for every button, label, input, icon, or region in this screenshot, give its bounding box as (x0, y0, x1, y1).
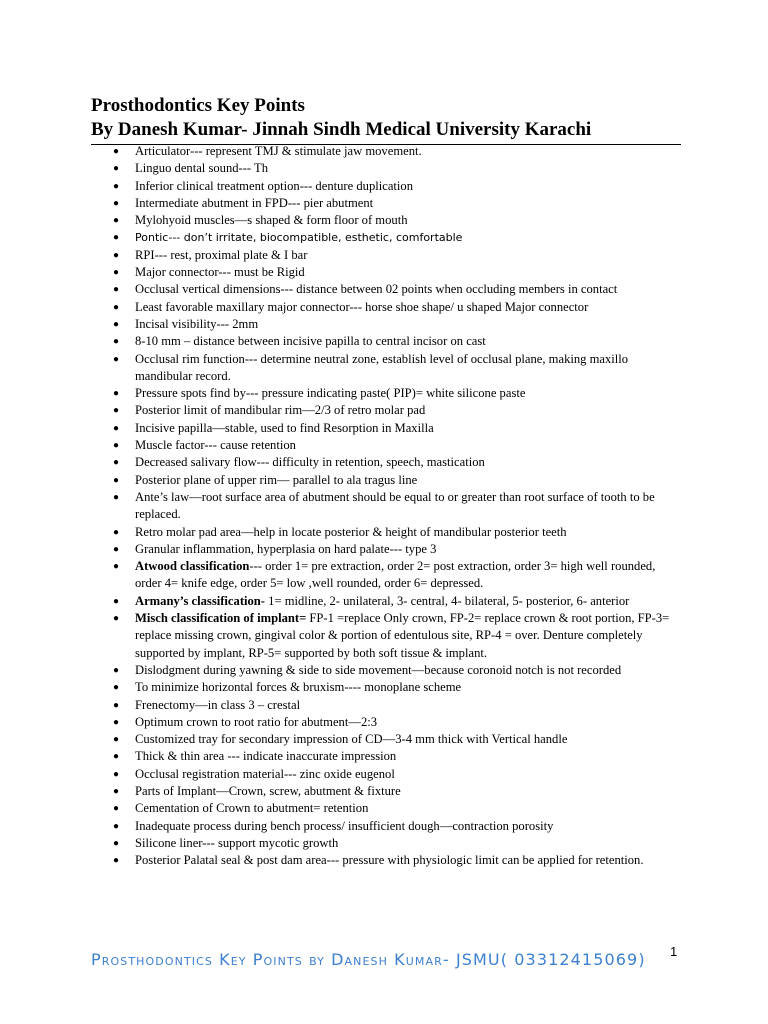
list-item (91, 766, 681, 783)
list-item-text: Least favorable maxillary major connector--- horse shoe shape/ u shaped Major connector (135, 299, 589, 314)
bullet-icon: ● (113, 388, 120, 400)
list-item (91, 783, 681, 800)
bullet-icon: ● (113, 751, 120, 763)
list-item-text: Occlusal rim function--- determine neutral zone, establish level of occlusal plane, making maxillo mandibular record. (135, 351, 629, 383)
list-item-text: --- order 1= pre extraction, order 2= post extraction, order 3= high well rounded, order 4= knife edge, order 5= low ,well rounded, order 6= depressed. (135, 559, 656, 591)
list-item (91, 143, 681, 160)
list-item (91, 489, 681, 524)
list-item (91, 800, 681, 817)
list-item-text: Dislodgment during yawning & side to side movement—because coronoid notch is not recorded (135, 662, 622, 677)
bullet-icon: ● (113, 163, 120, 175)
list-item-text: Cementation of Crown to abutment= retention (135, 801, 369, 816)
document-subtitle: By Danesh Kumar- Jinnah Sindh Medical University Karachi (91, 119, 592, 140)
list-item-lead: Atwood classification (135, 559, 250, 574)
list-item-content (135, 281, 681, 298)
list-item-content (135, 593, 681, 610)
list-item-content (135, 212, 681, 229)
list-item-content (135, 143, 681, 160)
list-item-text: Major connector--- must be Rigid (135, 265, 305, 280)
bullet-icon: ● (113, 197, 120, 209)
bullet-icon: ● (113, 682, 120, 694)
list-item (91, 333, 681, 350)
bullet-icon: ● (113, 284, 120, 296)
list-item-content (135, 385, 681, 402)
list-item (91, 472, 681, 489)
list-item-content (135, 351, 681, 386)
list-item-content (135, 178, 681, 195)
list-item-text: Pontic--- don’t irritate, biocompatible, esthetic, comfortable (135, 231, 463, 245)
list-item (91, 662, 681, 679)
bullet-icon: ● (113, 249, 120, 261)
document-header (91, 94, 681, 145)
list-item (91, 610, 681, 662)
list-item (91, 748, 681, 765)
bullet-icon: ● (113, 301, 120, 313)
bullet-icon: ● (113, 768, 120, 780)
list-item-text: To minimize horizontal forces & bruxism---- monoplane scheme (135, 680, 462, 695)
list-item-content (135, 333, 681, 350)
list-item-text: Muscle factor--- cause retention (135, 438, 296, 453)
bullet-icon: ● (113, 405, 120, 417)
list-item-content (135, 748, 681, 765)
list-item-content (135, 402, 681, 419)
list-item-content (135, 160, 681, 177)
bullet-icon: ● (113, 146, 120, 157)
list-item (91, 351, 681, 386)
list-item-text: Incisal visibility--- 2mm (135, 316, 259, 331)
bullet-icon: ● (113, 215, 120, 227)
bullet-icon: ● (113, 820, 120, 832)
bullet-icon: ● (113, 837, 120, 849)
list-item-text: RPI--- rest, proximal plate & I bar (135, 247, 308, 262)
list-item-text: Intermediate abutment in FPD--- pier abutment (135, 195, 374, 210)
list-item-text: Thick & thin area --- indicate inaccurate impression (135, 749, 397, 764)
bullet-icon: ● (113, 232, 120, 244)
list-item (91, 264, 681, 281)
list-item-text: Occlusal registration material--- zinc oxide eugenol (135, 766, 395, 781)
list-item (91, 212, 681, 229)
list-item-text: Pressure spots find by--- pressure indicating paste( PIP)= white silicone paste (135, 386, 526, 401)
bullet-icon: ● (113, 561, 120, 573)
bullet-icon: ● (113, 613, 120, 625)
list-item (91, 160, 681, 177)
list-item (91, 229, 681, 246)
page-number: 1 (670, 944, 678, 959)
list-item-text: Retro molar pad area—help in locate posterior & height of mandibular posterior teeth (135, 524, 567, 539)
list-item-content (135, 299, 681, 316)
list-item (91, 454, 681, 471)
list-item-content (135, 247, 681, 264)
list-item-content (135, 420, 681, 437)
list-item (91, 593, 681, 610)
list-item-content (135, 731, 681, 748)
list-item-content (135, 662, 681, 679)
list-item-text: Occlusal vertical dimensions--- distance between 02 points when occluding members in contact (135, 282, 618, 297)
bullet-icon: ● (113, 803, 120, 815)
list-item (91, 679, 681, 696)
list-item (91, 316, 681, 333)
bullet-icon: ● (113, 491, 120, 503)
list-item-content (135, 472, 681, 489)
list-item-content (135, 229, 681, 246)
list-item-text: 1= midline, 2- unilateral, 3- central, 4- bilateral, 5- posterior, 6- anterior (265, 593, 630, 608)
list-item-text: Parts of Implant—Crown, screw, abutment & fixture (135, 783, 401, 798)
list-item-text: Posterior Palatal seal & post dam area--- pressure with physiologic limit can be applied for retention. (135, 853, 644, 868)
list-item (91, 541, 681, 558)
list-item (91, 402, 681, 419)
list-item (91, 420, 681, 437)
list-item-content (135, 264, 681, 281)
bullet-icon: ● (113, 716, 120, 728)
list-item-content (135, 489, 681, 524)
list-item (91, 178, 681, 195)
list-item (91, 818, 681, 835)
bullet-icon: ● (113, 318, 120, 330)
list-item-text: Posterior plane of upper rim— parallel to ala tragus line (135, 472, 418, 487)
key-points-list (91, 143, 681, 869)
bullet-icon: ● (113, 785, 120, 797)
bullet-icon: ● (113, 855, 120, 867)
list-item-text: Decreased salivary flow--- difficulty in retention, speech, mastication (135, 455, 485, 470)
list-item-content (135, 437, 681, 454)
list-item (91, 835, 681, 852)
list-item (91, 281, 681, 298)
bullet-icon: ● (113, 699, 120, 711)
list-item-text: Linguo dental sound--- Th (135, 161, 269, 176)
bullet-icon: ● (113, 422, 120, 434)
list-item-content (135, 714, 681, 731)
list-item (91, 195, 681, 212)
bullet-icon: ● (113, 353, 120, 365)
list-item-content (135, 316, 681, 333)
list-item (91, 852, 681, 869)
list-item-text: 8-10 mm – distance between incisive papilla to central incisor on cast (135, 334, 486, 349)
bullet-icon: ● (113, 180, 120, 192)
list-item-text: Frenectomy—in class 3 – crestal (135, 697, 301, 712)
list-item-content (135, 541, 681, 558)
bullet-icon: ● (113, 734, 120, 746)
bullet-icon: ● (113, 336, 120, 348)
list-item-text: Inferior clinical treatment option--- denture duplication (135, 178, 414, 193)
list-item-text: Mylohyoid muscles—s shaped & form floor of mouth (135, 213, 408, 228)
list-item-text: Incisive papilla—stable, used to find Resorption in Maxilla (135, 420, 434, 435)
list-item (91, 385, 681, 402)
bullet-icon: ● (113, 457, 120, 469)
bullet-icon: ● (113, 595, 120, 607)
bullet-icon: ● (113, 664, 120, 676)
list-item-text: Articulator--- represent TMJ & stimulate jaw movement. (135, 144, 422, 158)
list-item (91, 731, 681, 748)
list-item-text: Inadequate process during bench process/ insufficient dough—contraction porosity (135, 818, 554, 833)
list-item (91, 697, 681, 714)
list-item (91, 437, 681, 454)
list-item-text: Granular inflammation, hyperplasia on hard palate--- type 3 (135, 541, 437, 556)
list-item (91, 299, 681, 316)
list-item-content (135, 558, 681, 593)
list-item (91, 247, 681, 264)
bullet-icon: ● (113, 440, 120, 452)
list-item-content (135, 454, 681, 471)
bullet-icon: ● (113, 526, 120, 538)
list-item-content (135, 766, 681, 783)
list-item (91, 524, 681, 541)
bullet-icon: ● (113, 267, 120, 279)
list-item-text: Optimum crown to root ratio for abutment—2:3 (135, 714, 378, 729)
list-item-text: Posterior limit of mandibular rim—2/3 of retro molar pad (135, 403, 426, 418)
list-item-content (135, 679, 681, 696)
bullet-icon: ● (113, 474, 120, 486)
list-item-content (135, 835, 681, 852)
list-item-content (135, 852, 681, 869)
list-item-text: FP-1 =replace Only crown, FP-2= replace crown & root portion, FP-3= replace missing crown, gingival color & portion of edentulous site, RP-4 = over. Denture completely supported by implant, RP-5= supported by both soft tissue & implant. (135, 611, 670, 660)
list-item (91, 714, 681, 731)
list-item-content (135, 697, 681, 714)
list-item-content (135, 610, 681, 662)
list-item-lead: Armany’s classification- (135, 593, 266, 608)
list-item-lead: Misch classification of implant= (135, 611, 307, 626)
list-item-content (135, 818, 681, 835)
list-item (91, 558, 681, 593)
list-item-content (135, 783, 681, 800)
list-item-content (135, 195, 681, 212)
list-item-text: Customized tray for secondary impression of CD—3-4 mm thick with Vertical handle (135, 732, 568, 747)
footer-text: Prosthodontics Key Points by Danesh Kumar- JSMU( 03312415069) (91, 950, 646, 969)
document-title: Prosthodontics Key Points (91, 95, 305, 116)
list-item-text: Ante’s law—root surface area of abutment should be equal to or greater than root surface of tooth to be replaced. (135, 489, 655, 522)
list-item-content (135, 800, 681, 817)
bullet-icon: ● (113, 543, 120, 555)
list-item-content (135, 524, 681, 541)
list-item-text: Silicone liner--- support mycotic growth (135, 835, 339, 850)
